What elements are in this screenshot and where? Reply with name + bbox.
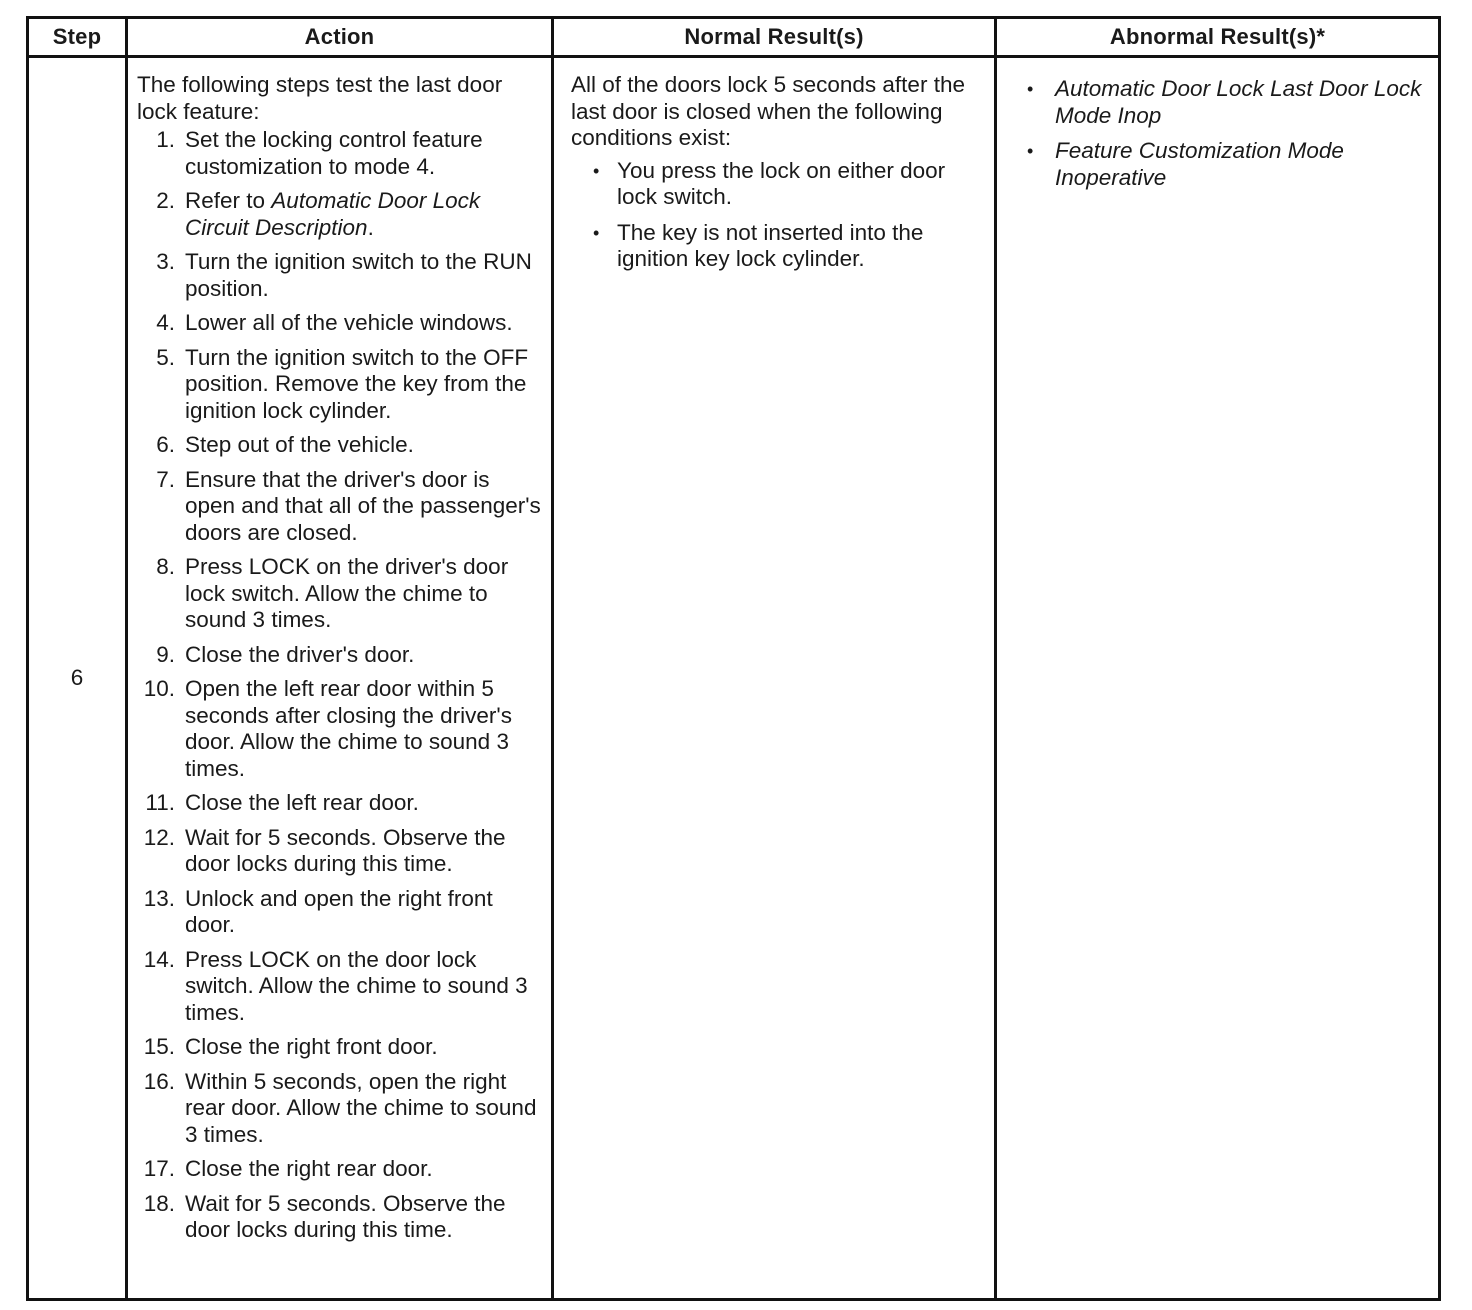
- step-text: Unlock and open the right front door.: [185, 885, 493, 937]
- step-text: Step out of the vehicle.: [185, 432, 414, 457]
- list-item: [137, 676, 543, 782]
- step-text: Open the left rear door within 5 seconds after closing the driver's door. Allow the chime to sound 3 times.: [185, 676, 512, 781]
- step-text-suffix: .: [367, 214, 374, 240]
- action-intro: The following steps test the last door lock feature:: [137, 72, 503, 124]
- step-text-reference: Automatic Door Lock Circuit Description: [185, 188, 481, 240]
- list-item: [137, 947, 543, 1027]
- bullet-icon: •: [1027, 141, 1034, 161]
- step-text: [185, 188, 543, 241]
- list-item: [137, 1069, 543, 1149]
- step-text: Turn the ignition switch to the RUN position.: [185, 249, 532, 301]
- abnormal-result-text: Automatic Door Lock Last Door Lock Mode Inop: [1055, 76, 1422, 128]
- bullet-icon: •: [593, 160, 600, 181]
- step-text: Within 5 seconds, open the right rear door. Allow the chime to sound 3 times.: [185, 1068, 537, 1147]
- step-num: 12.: [143, 824, 175, 850]
- header-normal-results: Normal Result(s): [553, 18, 996, 57]
- step-num: 3.: [156, 249, 175, 274]
- list-item: [137, 1034, 543, 1061]
- normal-results-list: [571, 158, 988, 273]
- list-item: [571, 220, 988, 273]
- step-text: Close the right rear door.: [185, 1156, 433, 1181]
- abnormal-result-text: Feature Customization Mode Inoperative: [1055, 138, 1344, 190]
- bullet-icon: •: [1027, 79, 1034, 99]
- step-text: Ensure that the driver's door is open and that all of the passenger's doors are closed.: [185, 466, 541, 545]
- step-num: 15.: [143, 1034, 175, 1059]
- step-text: Set the locking control feature customization to mode 4.: [185, 127, 483, 179]
- table-row: [28, 57, 1440, 1300]
- step-num: 10.: [143, 676, 175, 701]
- step-text-prefix: Refer to: [185, 188, 272, 213]
- step-text: Wait for 5 seconds. Observe the door locks during this time.: [185, 1190, 506, 1242]
- bullet-icon: •: [593, 222, 600, 243]
- list-item: [1027, 76, 1430, 129]
- step-num: 16.: [143, 1068, 175, 1094]
- step-text: Close the left rear door.: [185, 790, 419, 815]
- action-steps-list: [137, 127, 543, 1244]
- list-item: [137, 642, 543, 669]
- header-step: Step: [28, 18, 127, 57]
- diagnostic-procedure-table: [26, 16, 1441, 1301]
- step-text: Close the driver's door.: [185, 641, 415, 667]
- step-text: Press LOCK on the driver's door lock switch. Allow the chime to sound 3 times.: [185, 554, 509, 632]
- step-num: 5.: [156, 344, 175, 370]
- list-item: [137, 1191, 543, 1244]
- action-cell: [127, 57, 553, 1300]
- step-num: 8.: [156, 554, 175, 579]
- header-row: [28, 18, 1440, 57]
- normal-results-intro: All of the doors lock 5 seconds after the last door is closed when the following conditions exist:: [571, 72, 965, 150]
- list-item: [137, 790, 543, 817]
- step-text: Close the right front door.: [185, 1034, 438, 1059]
- normal-result-text: You press the lock on either door lock switch.: [617, 157, 946, 209]
- step-num: 18.: [143, 1190, 175, 1216]
- list-item: [571, 158, 988, 211]
- list-item: [137, 432, 543, 459]
- list-item: [137, 345, 543, 425]
- list-item: [1027, 138, 1430, 191]
- list-item: [137, 825, 543, 878]
- step-text: Wait for 5 seconds. Observe the door locks during this time.: [185, 824, 506, 876]
- step-text: Turn the ignition switch to the OFF position. Remove the key from the ignition lock cylinder.: [185, 344, 529, 423]
- step-number: 6: [28, 57, 127, 1300]
- list-item: [137, 310, 543, 337]
- step-num: 6.: [156, 432, 175, 457]
- step-num: 13.: [143, 885, 175, 911]
- step-num: 14.: [143, 946, 175, 972]
- list-item: [137, 886, 543, 939]
- step-num: 17.: [143, 1156, 175, 1181]
- step-num: 7.: [156, 466, 175, 492]
- header-action: Action: [127, 18, 553, 57]
- list-item: [137, 467, 543, 547]
- list-item: [137, 127, 543, 180]
- step-text: Press LOCK on the door lock switch. Allow the chime to sound 3 times.: [185, 946, 528, 1025]
- step-num: 1.: [156, 127, 175, 152]
- step-num: 2.: [156, 188, 175, 213]
- list-item: [137, 554, 543, 634]
- list-item: [137, 188, 543, 241]
- list-item: [137, 249, 543, 302]
- normal-result-text: The key is not inserted into the ignition key lock cylinder.: [617, 219, 924, 271]
- step-text: Lower all of the vehicle windows.: [185, 310, 513, 335]
- step-num: 9.: [156, 641, 175, 667]
- step-num: 4.: [156, 310, 175, 335]
- list-item: [137, 1156, 543, 1183]
- abnormal-results-cell: [996, 57, 1440, 1300]
- step-num: 11.: [145, 790, 175, 815]
- abnormal-results-list: [1027, 76, 1430, 191]
- header-abnormal-results: Abnormal Result(s)*: [996, 18, 1440, 57]
- normal-results-cell: [553, 57, 996, 1300]
